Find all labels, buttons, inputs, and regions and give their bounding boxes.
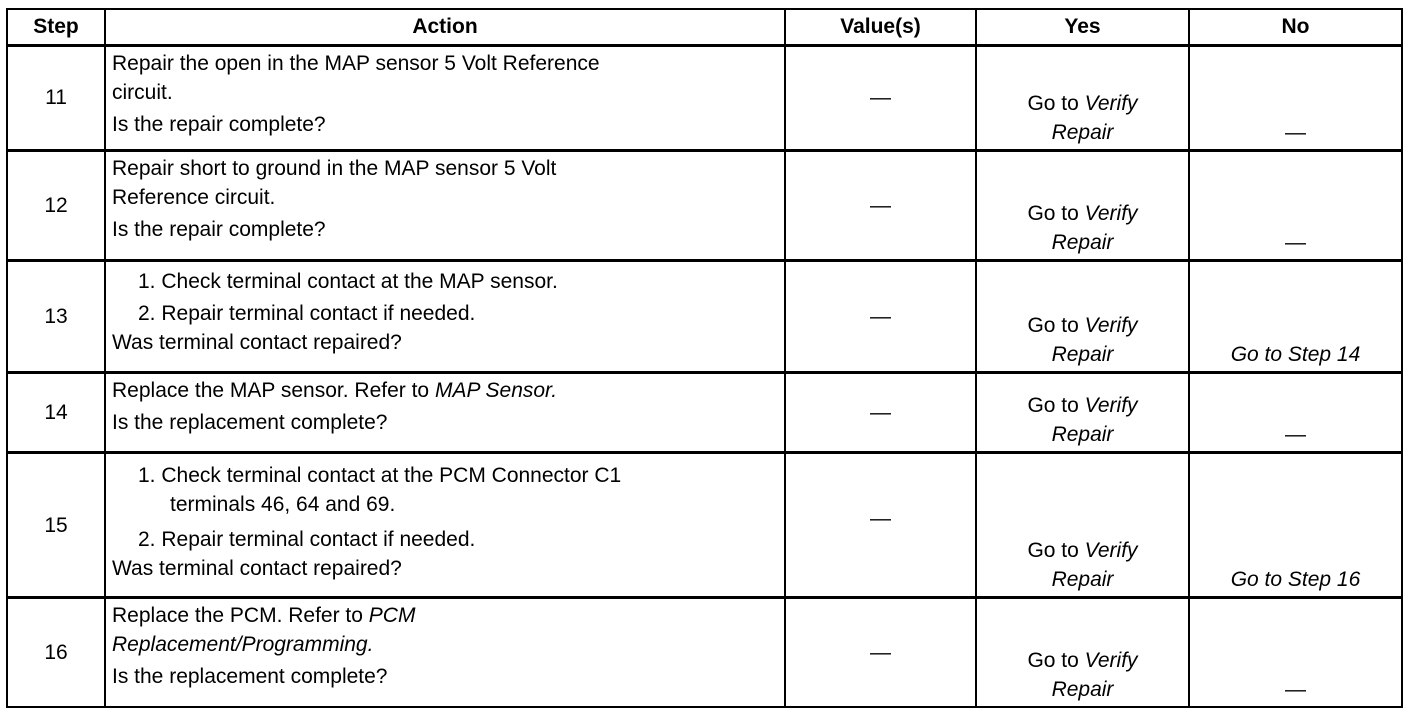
no-cell: Go to Step 14 [1189,261,1402,373]
no-cell: — [1189,598,1402,707]
yes-cell: Go to Verify Repair [976,598,1189,707]
action-cell [105,45,785,151]
table-row [7,452,1402,598]
no-cell: — [1189,45,1402,151]
action-step-item: 1. Check terminal contact at the PCM Connector C1 [138,463,622,487]
step-number: 15 [7,452,105,598]
value-cell: — [785,452,976,598]
no-cell: Go to Step 16 [1189,452,1402,598]
action-cell [105,373,785,452]
reference-link: MAP Sensor. [434,379,558,403]
action-text: Repair the open in the MAP sensor 5 Volt Reference [112,51,600,75]
step-number: 16 [7,598,105,707]
table-row [7,261,1402,373]
action-question: Is the replacement complete? [112,665,388,689]
step-number: 14 [7,373,105,452]
action-step-item-cont: terminals 46, 64 and 69. [170,492,396,516]
yes-cell: Go to Verify Repair [976,373,1189,452]
action-cell [105,151,785,261]
action-question: Is the replacement complete? [112,411,388,435]
action-cell [105,598,785,707]
header-yes: Yes [976,9,1189,45]
action-text: Repair short to ground in the MAP sensor 5 Volt [112,157,557,181]
action-text: Replace the PCM. Refer to PCM [112,604,416,628]
step-number: 11 [7,45,105,151]
action-step-item: 1. Check terminal contact at the MAP sensor. [138,270,558,294]
value-cell: — [785,45,976,151]
table-row [7,598,1402,707]
yes-cell: Go to Verify Repair [976,261,1189,373]
header-step: Step [7,9,105,45]
action-step-item: 2. Repair terminal contact if needed. [138,302,476,326]
value-cell: — [785,598,976,707]
action-text: circuit. [112,80,173,104]
header-values: Value(s) [785,9,976,45]
header-action: Action [105,9,785,45]
yes-cell: Go to Verify Repair [976,452,1189,598]
action-question: Is the repair complete? [112,218,326,242]
value-cell: — [785,261,976,373]
yes-cell: Go to Verify Repair [976,151,1189,261]
action-step-item: 2. Repair terminal contact if needed. [138,527,476,551]
step-number: 13 [7,261,105,373]
reference-link: Replacement/Programming. [112,633,374,657]
value-cell: — [785,151,976,261]
header-row [7,9,1402,45]
action-text: Replace the MAP sensor. Refer to MAP Sensor. [112,379,558,403]
action-cell [105,452,785,598]
table-row [7,151,1402,261]
action-question: Is the repair complete? [112,112,326,136]
no-cell: — [1189,373,1402,452]
action-text: Reference circuit. [112,186,276,210]
header-no: No [1189,9,1402,45]
table-row [7,45,1402,151]
step-number: 12 [7,151,105,261]
no-cell: — [1189,151,1402,261]
action-question: Was terminal contact repaired? [112,331,402,355]
action-cell [105,261,785,373]
yes-cell: Go to Verify Repair [976,45,1189,151]
diagnostic-procedure-table [6,8,1403,708]
reference-link: PCM [368,604,416,628]
action-question: Was terminal contact repaired? [112,556,402,580]
value-cell: — [785,373,976,452]
table-row [7,373,1402,452]
